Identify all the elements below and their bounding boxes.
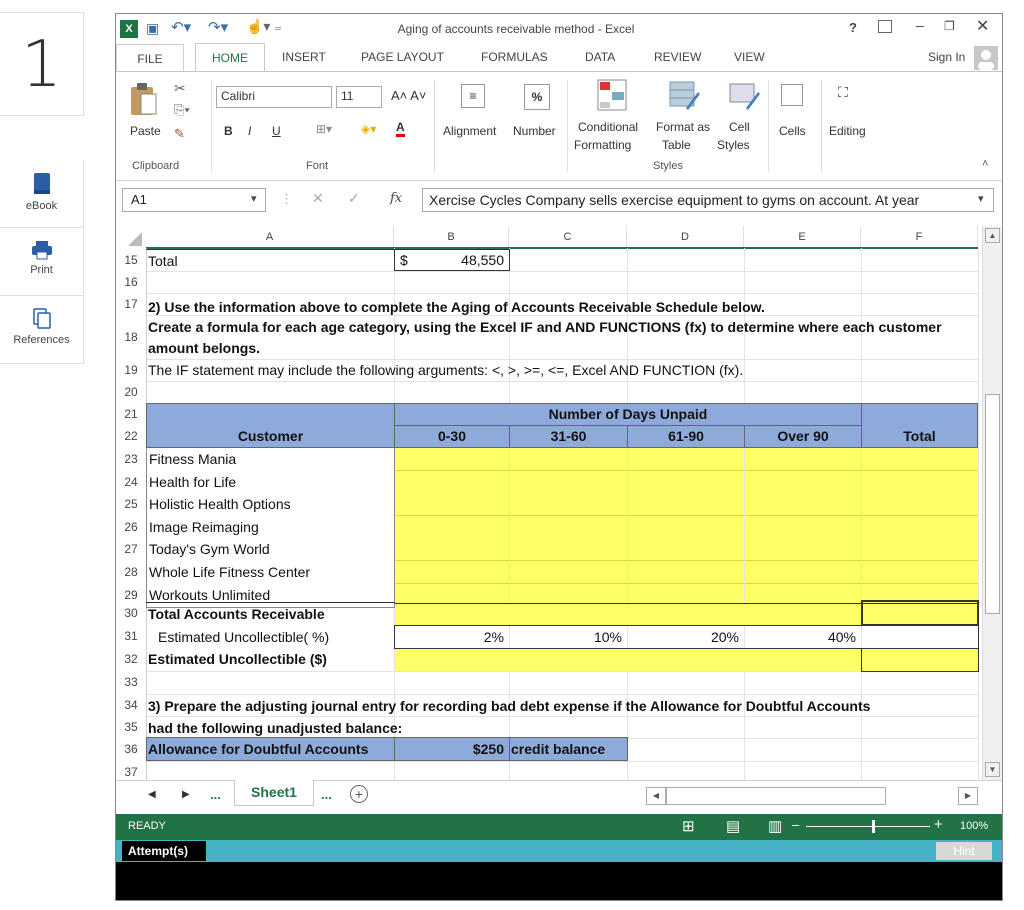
- answer-cell[interactable]: [745, 538, 861, 561]
- copy-format-icon[interactable]: ⎘▾: [174, 102, 190, 117]
- alignment-icon[interactable]: ≡: [461, 84, 485, 108]
- more-options-icon: ⋮: [280, 191, 293, 206]
- zoom-slider-thumb[interactable]: [872, 820, 875, 833]
- conditional-formatting-button[interactable]: Conditional: [578, 120, 639, 134]
- editing-button[interactable]: Editing: [829, 124, 866, 138]
- ribbon-display-icon[interactable]: [878, 20, 892, 33]
- customer-name-cell[interactable]: Fitness Mania: [146, 448, 395, 472]
- row-header[interactable]: 29: [116, 584, 146, 607]
- answer-cell[interactable]: [862, 561, 978, 584]
- paste-button[interactable]: Paste: [130, 124, 161, 138]
- number-button[interactable]: Number: [513, 124, 556, 138]
- pct-over-90[interactable]: 40%: [827, 629, 856, 645]
- row-header[interactable]: 34: [116, 694, 146, 717]
- row-header[interactable]: 36: [116, 738, 146, 760]
- customer-name-cell[interactable]: Image Reimaging: [146, 516, 395, 540]
- cell-a34[interactable]: 3) Prepare the adjusting journal entry for recording bad debt expense if the Allowance for Doubtful Accounts: [148, 698, 871, 714]
- cells-icon[interactable]: [781, 84, 803, 106]
- ribbon: [116, 71, 1003, 181]
- column-header-f[interactable]: F: [861, 226, 978, 248]
- scroll-left-icon[interactable]: ◀: [646, 787, 666, 805]
- spreadsheet-grid: [116, 226, 982, 780]
- conditional-formatting-icon[interactable]: [596, 78, 628, 112]
- font-color-icon[interactable]: A: [396, 120, 405, 137]
- tab-review[interactable]: REVIEW: [654, 50, 702, 64]
- header-0-30: 0-30: [437, 428, 467, 444]
- zoom-in-icon[interactable]: +: [934, 816, 943, 833]
- answer-cell[interactable]: [395, 448, 509, 471]
- ebook-label: eBook: [25, 200, 58, 212]
- answer-cell[interactable]: [395, 516, 509, 539]
- answer-cell[interactable]: [862, 493, 978, 516]
- answer-cell[interactable]: [395, 471, 509, 494]
- answer-cell[interactable]: [862, 538, 978, 561]
- percent-icon[interactable]: %: [524, 84, 550, 110]
- answer-cell[interactable]: [862, 471, 978, 494]
- cell-a19[interactable]: The IF statement may include the following arguments: <, >, >=, <=, Excel AND FUNCTION (fx).: [148, 362, 744, 378]
- customer-name-cell[interactable]: Workouts Unlimited: [146, 584, 395, 608]
- row-header[interactable]: 17: [116, 293, 146, 315]
- book-icon: [32, 172, 52, 196]
- cell-a36: Allowance for Doubtful Accounts: [148, 741, 369, 757]
- ribbon-tabs: [116, 44, 1003, 72]
- row-header[interactable]: 25: [116, 493, 146, 516]
- add-sheet-icon[interactable]: +: [350, 785, 368, 803]
- answer-cell[interactable]: [510, 516, 627, 539]
- sheet-tab-bar: [116, 780, 1003, 812]
- question-number: 1: [0, 12, 84, 116]
- row-header[interactable]: 15: [116, 249, 146, 271]
- column-header-e[interactable]: E: [744, 226, 861, 248]
- minimize-icon[interactable]: –: [916, 17, 924, 33]
- cell-a35[interactable]: had the following unadjusted balance:: [148, 720, 403, 736]
- answer-cell[interactable]: [510, 561, 627, 584]
- answer-cell[interactable]: [395, 493, 509, 516]
- bold-button[interactable]: B: [224, 124, 233, 138]
- gridline: [116, 381, 978, 382]
- print-button[interactable]: [0, 228, 84, 296]
- cell-b36: $250: [472, 741, 504, 757]
- header-over-90: Over 90: [777, 428, 829, 444]
- hint-button[interactable]: Hint: [936, 842, 992, 860]
- tab-file[interactable]: FILE: [116, 44, 184, 72]
- tab-data[interactable]: DATA: [585, 50, 616, 64]
- print-label: Print: [30, 264, 53, 276]
- fill-color-icon[interactable]: ◈▾: [361, 122, 377, 136]
- scroll-right-icon[interactable]: ▶: [958, 787, 978, 805]
- answer-cell[interactable]: [628, 448, 744, 471]
- cell-a18-line1[interactable]: Create a formula for each age category, using the Excel IF and AND FUNCTIONS (fx) to determine where each customer: [148, 319, 942, 335]
- alignment-button[interactable]: Alignment: [443, 124, 497, 138]
- close-icon[interactable]: ✕: [976, 18, 990, 35]
- tab-view[interactable]: VIEW: [734, 50, 765, 64]
- cancel-icon[interactable]: ✕: [312, 190, 324, 206]
- font-size-select[interactable]: 11: [336, 86, 382, 108]
- sheet-tab-sheet1[interactable]: [234, 780, 314, 806]
- answer-cell[interactable]: [510, 448, 627, 471]
- tab-insert[interactable]: INSERT: [282, 50, 326, 64]
- touch-mode-icon[interactable]: ☝▾ ₌: [246, 18, 282, 34]
- answer-cell[interactable]: [862, 516, 978, 539]
- format-as-table-icon[interactable]: [668, 78, 700, 112]
- select-all-corner[interactable]: [116, 226, 146, 248]
- answer-cell[interactable]: [628, 493, 744, 516]
- cut-icon[interactable]: ✂: [174, 80, 186, 96]
- horizontal-scrollbar[interactable]: [666, 787, 886, 805]
- customer-name-cell[interactable]: Health for Life: [146, 471, 395, 495]
- format-painter-icon[interactable]: ✎: [174, 126, 185, 141]
- expand-formula-icon[interactable]: ▾: [978, 193, 984, 205]
- header-61-90: 61-90: [668, 428, 704, 444]
- cell-b15-value: 48,550: [461, 252, 504, 268]
- column-header-c[interactable]: C: [509, 226, 627, 248]
- format-as-table-button[interactable]: Format as: [656, 120, 711, 134]
- prev-sheet-icon[interactable]: ◀: [148, 789, 156, 800]
- chevron-down-icon[interactable]: ▾: [251, 193, 257, 205]
- copy-icon: [32, 308, 52, 330]
- row-header[interactable]: 26: [116, 516, 146, 539]
- window-title: Aging of accounts receivable method - Excel: [397, 22, 635, 36]
- answer-cell[interactable]: [745, 561, 861, 584]
- save-icon[interactable]: ▣: [146, 20, 160, 36]
- grow-font-icon[interactable]: A˄ A˅: [391, 88, 427, 103]
- font-name-select[interactable]: Calibri: [216, 86, 332, 108]
- excel-logo-icon: X: [120, 20, 138, 38]
- cell-a18-line2: amount belongs.: [148, 340, 260, 356]
- pct-61-90[interactable]: 20%: [710, 629, 739, 645]
- collapse-ribbon-icon[interactable]: ˄: [982, 158, 989, 170]
- answer-cell[interactable]: [745, 448, 861, 471]
- status-bar: [116, 814, 1003, 840]
- row-header[interactable]: 24: [116, 471, 146, 494]
- table-label: Table: [662, 138, 691, 152]
- clipboard-group-label: Clipboard: [132, 160, 180, 172]
- scroll-up-icon[interactable]: ▲: [985, 228, 1000, 243]
- excel-window: [115, 13, 1003, 901]
- zoom-level[interactable]: 100%: [960, 820, 989, 832]
- row-header[interactable]: 27: [116, 538, 146, 561]
- cell-styles-button[interactable]: Cell: [729, 120, 750, 134]
- answer-cell[interactable]: [510, 471, 627, 494]
- restore-icon[interactable]: ❐: [944, 19, 955, 33]
- help-button[interactable]: ?: [849, 20, 857, 35]
- cell-b15-symbol: $: [400, 252, 408, 268]
- tab-formulas[interactable]: FORMULAS: [481, 50, 548, 64]
- cell-a32[interactable]: Estimated Uncollectible ($): [148, 651, 327, 667]
- answer-cell[interactable]: [628, 561, 744, 584]
- row-header[interactable]: 28: [116, 561, 146, 584]
- confirm-icon[interactable]: ✓: [348, 190, 360, 206]
- more-sheets-right[interactable]: ...: [321, 787, 332, 802]
- cell-a15[interactable]: Total: [146, 249, 394, 271]
- tab-page-layout[interactable]: PAGE LAYOUT: [361, 50, 444, 64]
- page-layout-view-icon[interactable]: ▤: [726, 818, 741, 835]
- sign-in-link[interactable]: Sign In: [928, 50, 966, 64]
- customer-name-cell[interactable]: Holistic Health Options: [146, 493, 395, 517]
- answer-cell[interactable]: [510, 493, 627, 516]
- cell-a31[interactable]: Estimated Uncollectible( %): [158, 629, 330, 645]
- styles-group-label: Styles: [653, 160, 683, 172]
- printer-icon: [31, 240, 53, 260]
- gridline: [116, 271, 978, 272]
- left-panel: [0, 0, 84, 910]
- formula-bar: [116, 184, 1003, 216]
- formatting-label: Formatting: [574, 138, 632, 152]
- header-31-60: 31-60: [550, 428, 587, 444]
- uncollectible-total-cell[interactable]: [861, 648, 979, 672]
- answer-area: [116, 862, 1003, 901]
- zoom-slider[interactable]: [806, 826, 930, 827]
- answer-cell[interactable]: [745, 516, 861, 539]
- row-header[interactable]: 30: [116, 602, 146, 625]
- answer-cell[interactable]: [628, 471, 744, 494]
- column-header-a[interactable]: A: [146, 226, 394, 248]
- undo-icon[interactable]: ↶▾: [171, 19, 192, 36]
- row-header[interactable]: 31: [116, 625, 146, 648]
- ebook-button[interactable]: [0, 160, 84, 228]
- row-header[interactable]: 35: [116, 716, 146, 738]
- answer-cell[interactable]: [395, 538, 509, 561]
- gridline: [116, 293, 978, 294]
- vertical-scrollbar[interactable]: [982, 226, 1002, 780]
- cell-a30[interactable]: Total Accounts Receivable: [146, 602, 395, 625]
- redo-icon[interactable]: ↷▾: [208, 19, 229, 36]
- row-header[interactable]: 23: [116, 448, 146, 471]
- pct-0-30[interactable]: 2%: [483, 629, 504, 645]
- avatar[interactable]: [974, 46, 998, 70]
- title-bar: [116, 14, 1003, 44]
- status-ready: READY: [128, 820, 166, 832]
- answer-cell[interactable]: [745, 471, 861, 494]
- days-unpaid-header: Number of Days Unpaid: [548, 406, 708, 422]
- pct-31-60[interactable]: 10%: [593, 629, 622, 645]
- column-header-b[interactable]: B: [394, 226, 509, 248]
- answer-cell[interactable]: [510, 538, 627, 561]
- references-label: References: [13, 334, 70, 346]
- formula-input[interactable]: Xercise Cycles Company sells exercise equipment to gyms on account. At year: [422, 188, 994, 212]
- row-header[interactable]: 37: [116, 761, 146, 780]
- answer-cell[interactable]: [628, 538, 744, 561]
- styles-btn-label: Styles: [717, 138, 750, 152]
- font-group-label: Font: [306, 160, 329, 172]
- binoculars-icon[interactable]: ⛶: [838, 84, 848, 100]
- tab-home[interactable]: HOME: [195, 43, 265, 73]
- references-button[interactable]: [0, 296, 84, 364]
- sheet-tab-label: Sheet1: [251, 784, 297, 800]
- zoom-out-icon[interactable]: –: [792, 817, 800, 832]
- page-break-view-icon[interactable]: ▥: [768, 818, 783, 835]
- paste-icon[interactable]: [128, 82, 158, 116]
- row-header[interactable]: 21: [116, 403, 146, 425]
- cells-button[interactable]: Cells: [779, 124, 806, 138]
- header-total: Total: [903, 428, 936, 444]
- row-header[interactable]: 33: [116, 671, 146, 694]
- scroll-thumb[interactable]: [985, 394, 1000, 614]
- attempt-bar: [116, 840, 1003, 862]
- insert-function-button[interactable]: fx: [390, 191, 403, 206]
- answer-cell[interactable]: [745, 493, 861, 516]
- row-header[interactable]: 19: [116, 359, 146, 381]
- customer-name-cell[interactable]: Today's Gym World: [146, 538, 395, 562]
- row-header[interactable]: 32: [116, 648, 146, 671]
- attempts-label: Attempt(s): [122, 841, 206, 861]
- next-sheet-icon[interactable]: ▶: [182, 789, 190, 800]
- cell-a17[interactable]: 2) Use the information above to complete the Aging of Accounts Receivable Schedule below.: [148, 299, 765, 315]
- answer-cell[interactable]: [395, 561, 509, 584]
- normal-view-icon[interactable]: ⊞: [682, 818, 695, 835]
- answer-cell[interactable]: [862, 448, 978, 471]
- scroll-down-icon[interactable]: ▼: [985, 762, 1000, 777]
- gridline: [116, 671, 978, 672]
- row-header[interactable]: 20: [116, 381, 146, 403]
- italic-button[interactable]: I: [248, 124, 252, 138]
- total-ar-total-cell[interactable]: [861, 600, 979, 626]
- more-sheets-left[interactable]: ...: [210, 787, 221, 802]
- answer-cell[interactable]: [628, 516, 744, 539]
- customer-header: Customer: [237, 428, 304, 444]
- customer-name-cell[interactable]: Whole Life Fitness Center: [146, 561, 395, 585]
- cell-styles-icon[interactable]: [728, 78, 760, 112]
- name-box[interactable]: A1: [122, 188, 266, 212]
- column-header-d[interactable]: D: [627, 226, 744, 248]
- underline-button[interactable]: U: [272, 124, 281, 138]
- cell-c36: credit balance: [511, 741, 606, 757]
- gridline: [116, 761, 978, 762]
- row-header[interactable]: 22: [116, 425, 146, 447]
- row-header[interactable]: 18: [116, 315, 146, 359]
- user-icon: [974, 46, 998, 70]
- row-header[interactable]: 16: [116, 271, 146, 293]
- borders-icon[interactable]: ⊞▾: [316, 122, 333, 136]
